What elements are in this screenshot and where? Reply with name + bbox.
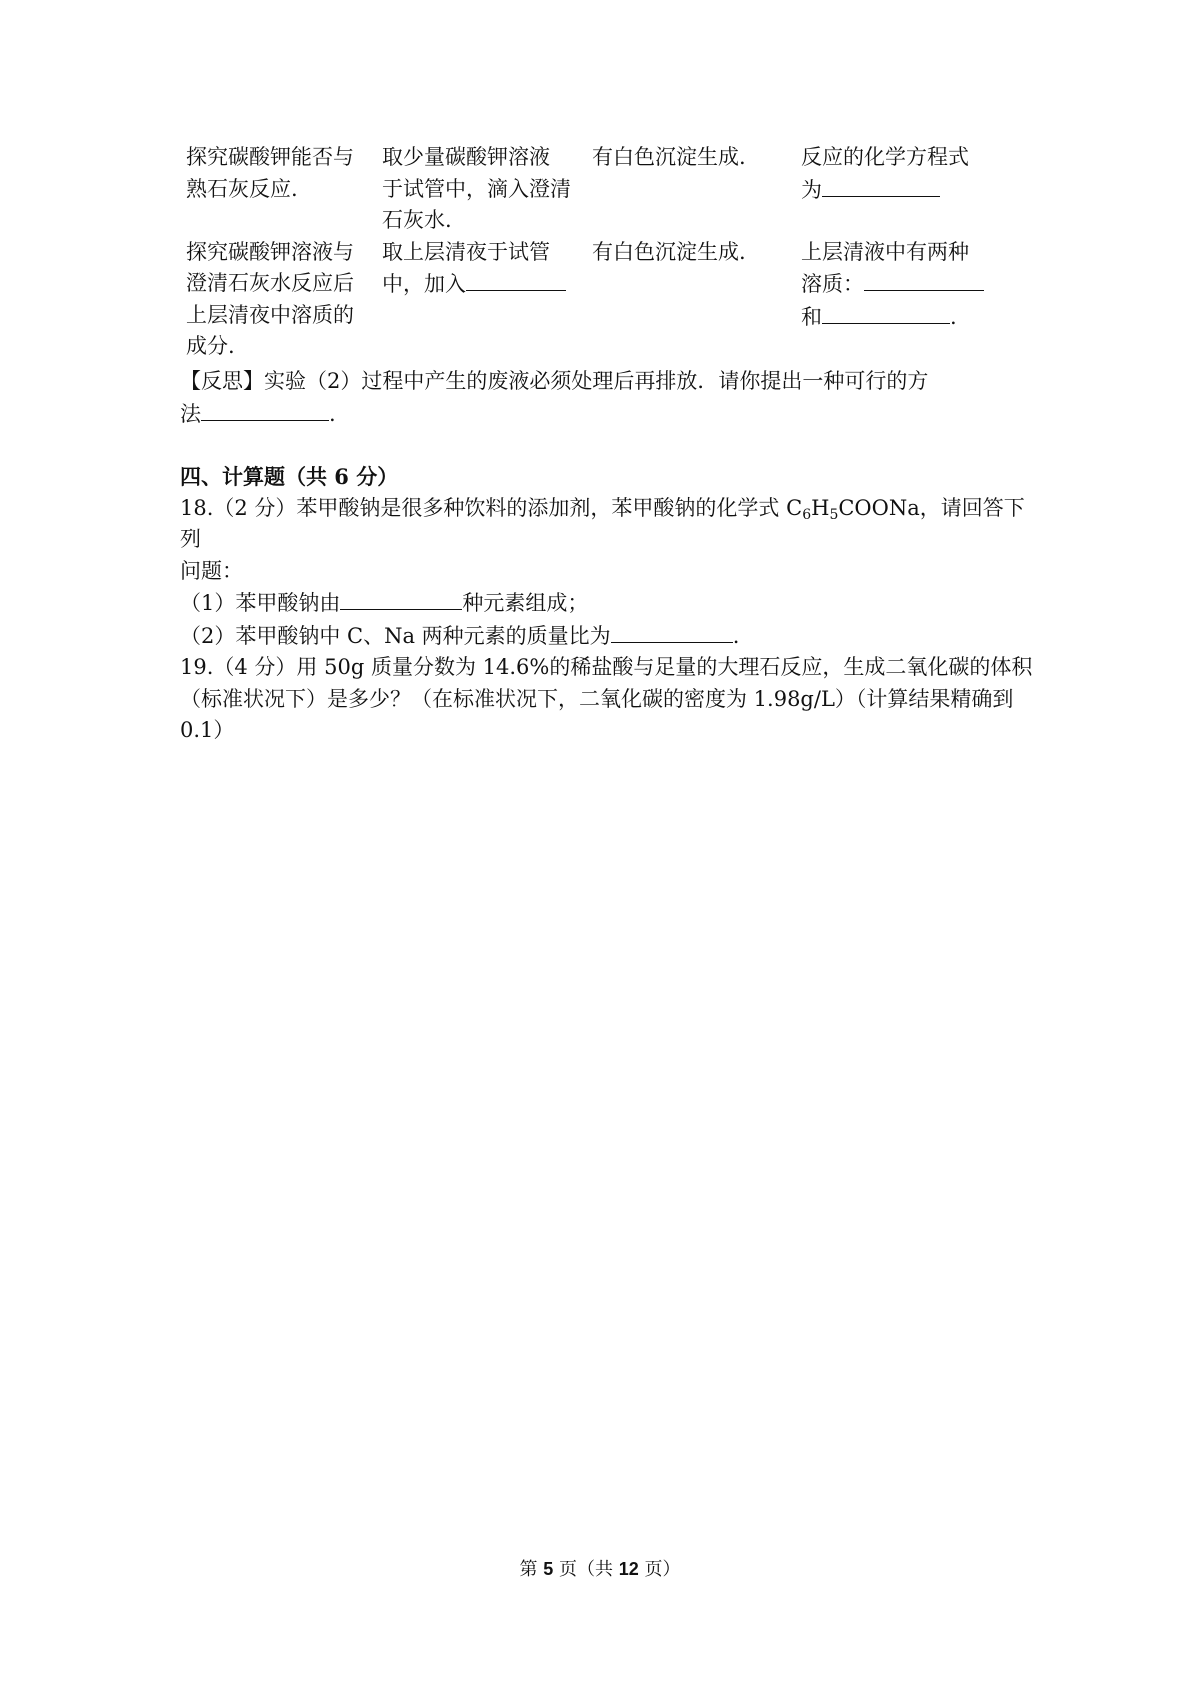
reflection-block	[180, 366, 1040, 430]
footer-text: 第	[519, 1559, 544, 1580]
cell-line: 有白色沉淀生成.	[592, 239, 746, 264]
question-text: 种元素组成；	[462, 591, 589, 615]
cell-line	[801, 174, 1026, 207]
cell-text: 为	[801, 177, 822, 202]
answer-blank[interactable]	[864, 268, 984, 291]
phenomenon-cell	[592, 237, 801, 363]
question-line	[180, 587, 1040, 620]
cell-line: 熟石灰反应.	[186, 176, 298, 201]
cell-line: 取上层清夜于试管	[382, 239, 550, 264]
question-text: H	[811, 495, 830, 520]
operation-cell	[382, 142, 592, 237]
purpose-cell	[186, 142, 382, 237]
answer-blank[interactable]	[822, 301, 950, 324]
answer-blank[interactable]	[201, 398, 329, 421]
section-calculation	[180, 461, 1040, 747]
cell-text: 中，加入	[382, 272, 466, 296]
reflection-text: .	[329, 401, 336, 426]
experiment-table	[186, 142, 1026, 363]
subscript: 6	[802, 506, 812, 523]
cell-line: 有白色沉淀生成.	[592, 145, 746, 169]
question-line: 0.1）	[180, 718, 235, 742]
page-number: 5	[543, 1559, 554, 1579]
page-footer	[0, 1555, 1200, 1581]
phenomenon-cell	[592, 142, 801, 237]
cell-line: 成分.	[186, 334, 235, 358]
cell-line: 澄清石灰水反应后	[186, 271, 354, 295]
answer-blank[interactable]	[466, 268, 566, 291]
reflection-text: 法	[180, 401, 201, 426]
answer-blank[interactable]	[340, 587, 462, 610]
cell-line	[801, 301, 1026, 334]
cell-line: 探究碳酸钾能否与	[186, 145, 354, 169]
footer-text: 页）	[638, 1559, 681, 1580]
question-text: COONa，请回答下列	[180, 495, 1025, 551]
total-pages: 12	[618, 1559, 639, 1579]
cell-line	[801, 268, 1026, 301]
answer-blank[interactable]	[611, 620, 733, 643]
footer-text: 页（共	[553, 1559, 619, 1580]
cell-line	[382, 268, 592, 301]
answer-blank[interactable]	[822, 174, 940, 197]
purpose-cell	[186, 237, 382, 363]
cell-line: 石灰水.	[382, 208, 452, 232]
question-line: 问题：	[180, 558, 243, 583]
question-text: （1）苯甲酸钠由	[180, 591, 341, 615]
cell-line: 取少量碳酸钾溶液	[382, 145, 550, 169]
cell-line: 上层清液中有两种	[801, 239, 969, 264]
reflection-line: 【反思】实验（2）过程中产生的废液必须处理后再排放．请你提出一种可行的方	[180, 369, 929, 393]
question-19	[180, 652, 1040, 747]
conclusion-cell	[801, 237, 1026, 363]
reflection-line	[180, 398, 1040, 431]
cell-line: 反应的化学方程式	[801, 145, 969, 169]
question-text: 18.（2 分）苯甲酸钠是很多种饮料的添加剂，苯甲酸钠的化学式 C	[180, 495, 803, 520]
cell-line: 于试管中，滴入澄清	[382, 176, 571, 201]
cell-text: .	[950, 304, 957, 329]
cell-text: 溶质：	[801, 272, 864, 296]
table-row	[186, 142, 1026, 237]
question-text: .	[732, 623, 740, 648]
conclusion-cell	[801, 142, 1026, 237]
question-18	[180, 493, 1040, 653]
cell-line: 探究碳酸钾溶液与	[186, 239, 354, 264]
subscript: 5	[829, 506, 839, 523]
question-line: 19.（4 分）用 50g 质量分数为 14.6%的稀盐酸与足量的大理石反应，生成二氧化碳的体积	[180, 655, 1033, 679]
cell-text: 和	[801, 304, 822, 329]
cell-line: 上层清夜中溶质的	[186, 302, 354, 327]
question-line	[180, 493, 1040, 556]
question-line	[180, 620, 1040, 653]
question-text: （2）苯甲酸钠中 C、Na 两种元素的质量比为	[180, 623, 611, 648]
table-row	[186, 237, 1026, 363]
question-line: （标准状况下）是多少？（在标准状况下，二氧化碳的密度为 1.98g/L）（计算结果精确到	[180, 686, 1014, 711]
section-heading: 四、计算题（共 6 分）	[180, 464, 399, 489]
operation-cell	[382, 237, 592, 363]
